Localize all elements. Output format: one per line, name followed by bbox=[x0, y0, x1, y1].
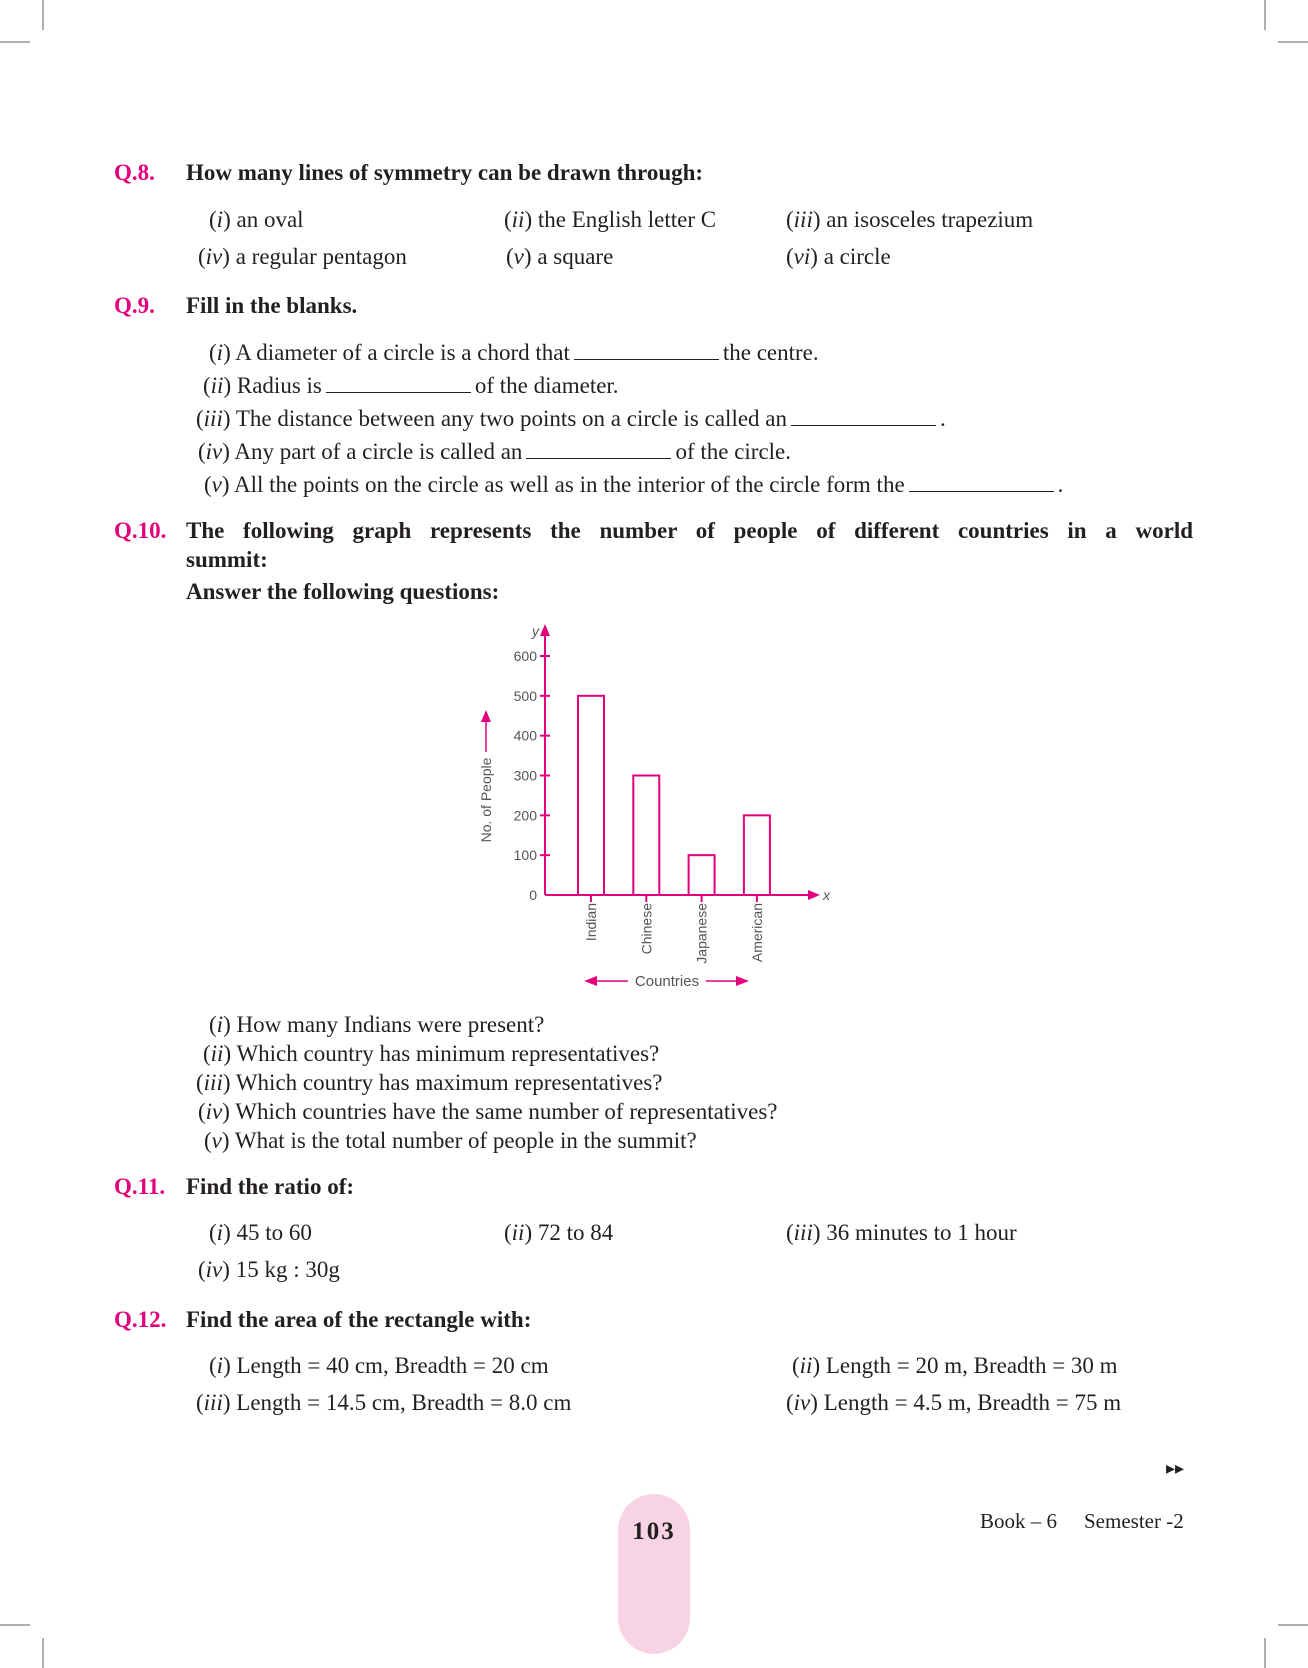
question-title: Find the ratio of: bbox=[186, 1174, 355, 1199]
bar-american bbox=[744, 815, 770, 895]
bar-chinese bbox=[633, 776, 659, 896]
x-axis-arrow-icon bbox=[808, 890, 820, 900]
x-tick-label: American bbox=[748, 903, 765, 963]
question-title-cont: summit: bbox=[186, 547, 268, 572]
x-axis-label: Countries bbox=[634, 973, 700, 990]
question-number: Q.12. bbox=[114, 1307, 167, 1332]
question-subtitle: Answer the following questions: bbox=[186, 579, 500, 604]
question-title: Find the area of the rectangle with: bbox=[186, 1307, 532, 1332]
y-tick-label: 400 bbox=[513, 727, 537, 744]
page-number: 103 bbox=[632, 1518, 676, 1545]
y-tick-label: 100 bbox=[513, 847, 537, 864]
question-item: (i) How many Indians were present? bbox=[209, 1012, 545, 1037]
y-tick-label: 500 bbox=[513, 687, 537, 704]
next-page-icon: ▸▸ bbox=[1166, 1458, 1185, 1478]
fill-blank-item: (iv) Any part of a circle is called an of the circle. bbox=[198, 439, 792, 464]
y-tick-label: 200 bbox=[513, 807, 537, 824]
fill-blank-item: (ii) Radius is of the diameter. bbox=[203, 373, 619, 398]
option: (iv) 15 kg : 30g bbox=[198, 1257, 340, 1282]
question-number: Q.8. bbox=[114, 160, 155, 185]
arrow-left-icon bbox=[584, 976, 597, 986]
option: (iv) a regular pentagon bbox=[198, 244, 407, 269]
x-tick-label: Japanese bbox=[693, 903, 710, 964]
question-title: Fill in the blanks. bbox=[186, 293, 358, 318]
option: (i) Length = 40 cm, Breadth = 20 cm bbox=[209, 1353, 549, 1378]
question-number: Q.11. bbox=[114, 1174, 166, 1199]
question-title: The following graph represents the number of people of different countries in a world bbox=[186, 518, 1193, 543]
arrow-up-icon bbox=[481, 710, 491, 722]
bar-japanese bbox=[689, 855, 715, 895]
option: (i) 45 to 60 bbox=[209, 1220, 312, 1245]
option: (v) a square bbox=[506, 244, 614, 269]
book-label: Book – 6 bbox=[980, 1509, 1058, 1533]
question-title: How many lines of symmetry can be drawn through: bbox=[186, 160, 704, 185]
semester-label: Semester -2 bbox=[1084, 1509, 1184, 1533]
bar-indian bbox=[578, 696, 604, 895]
y-axis-arrow-icon bbox=[540, 624, 550, 636]
y-tick-label: 600 bbox=[513, 648, 537, 664]
fill-blank-item: (v) All the points on the circle as well as in the interior of the circle form the . bbox=[204, 472, 1064, 497]
x-tick-label: Indian bbox=[583, 903, 599, 942]
question-item: (iv) Which countries have the same number of representatives? bbox=[198, 1099, 778, 1124]
question-item: (ii) Which country has minimum representatives? bbox=[203, 1041, 660, 1066]
question-number: Q.10. bbox=[114, 518, 167, 543]
question-item: (iii) Which country has maximum representatives? bbox=[196, 1070, 663, 1095]
x-axis-name: x bbox=[823, 887, 830, 903]
option: (i) an oval bbox=[209, 207, 304, 232]
question-item: (v) What is the total number of people in the summit? bbox=[204, 1128, 697, 1153]
y-axis-label: No. of People bbox=[478, 757, 494, 843]
fill-blank-item: (i) A diameter of a circle is a chord that the centre. bbox=[209, 340, 819, 365]
y-tick-label: 300 bbox=[513, 767, 537, 784]
option: (iii) an isosceles trapezium bbox=[786, 207, 1034, 232]
option: (iii) Length = 14.5 cm, Breadth = 8.0 cm bbox=[196, 1390, 572, 1415]
option: (ii) 72 to 84 bbox=[504, 1220, 614, 1245]
question-number: Q.9. bbox=[114, 293, 155, 318]
option: (iv) Length = 4.5 m, Breadth = 75 m bbox=[786, 1390, 1122, 1415]
option: (iii) 36 minutes to 1 hour bbox=[786, 1220, 1017, 1245]
arrow-right-icon bbox=[736, 976, 749, 986]
option: (vi) a circle bbox=[786, 244, 891, 269]
x-tick-label: Chinese bbox=[638, 903, 655, 955]
y-tick-label: 0 bbox=[529, 887, 537, 903]
fill-blank-item: (iii) The distance between any two points on a circle is called an . bbox=[196, 406, 946, 431]
option: (ii) Length = 20 m, Breadth = 30 m bbox=[792, 1353, 1118, 1378]
y-axis-name: y bbox=[532, 623, 539, 639]
option: (ii) the English letter C bbox=[504, 207, 717, 232]
